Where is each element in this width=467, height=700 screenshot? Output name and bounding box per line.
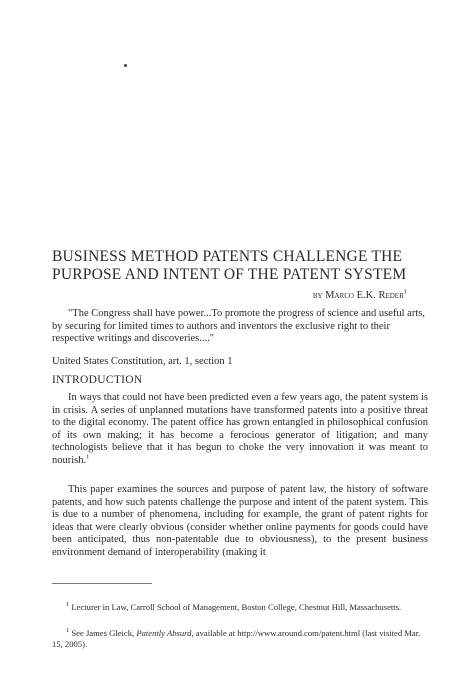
footnote-2-pre: See James Gleick,	[71, 628, 137, 638]
footnote-divider	[52, 583, 152, 584]
footnote-1-text: Lecturer in Law, Carroll School of Management, Boston College, Chestnut Hill, Massachusetts.	[71, 602, 402, 612]
paragraph-1-text: In ways that could not have been predicted even a few years ago, the patent system is in crisis. A series of unplanned mutations have transformed patents into a positive threat to the digital economy. The patent office has grown entangled in philosophical confusion of its own making; it has become a ferocious generator of litigation; and many technologists believe that it has begun to choke the very innovation it was meant to nourish.	[52, 392, 428, 466]
epigraph-quote: "The Congress shall have power...To promote the progress of science and useful arts, by securing for limited times to authors and inventors the exclusive right to their respective writings and discoveries...."	[52, 308, 425, 345]
body-paragraph-1	[52, 392, 428, 468]
footnote-1-marker: 1	[66, 601, 70, 609]
article-author	[313, 290, 407, 301]
footnote-2-italic-title: Patently Absurd	[136, 628, 192, 638]
footnote-1	[52, 602, 428, 613]
epigraph-attribution: United States Constitution, art. 1, section 1	[52, 356, 233, 367]
footnote-2-post: , available at http://www.around.com/patent.html (last visited Mar. 15, 2005).	[52, 628, 421, 649]
article-title: BUSINESS METHOD PATENTS CHALLENGE THE PURPOSE AND INTENT OF THE PATENT SYSTEM	[52, 248, 407, 283]
footnote-2	[52, 628, 428, 649]
body-paragraph-2: This paper examines the sources and purpose of patent law, the history of software patents, and how such patents challenge the purpose and intent of the patent system. This is due to a number of phenomena, including for example, the grant of patent rights for ideas that were clearly obvious (consider whether online payments for goods could have been anticipated, thus non-patentable due to obviousness), to the present business environment demand of interoperability (making it	[52, 484, 428, 558]
paragraph-1-footnote-marker: 1	[86, 453, 90, 461]
footnote-2-marker: 1	[66, 627, 70, 635]
scan-speck	[124, 64, 127, 67]
author-name: by Marco E.K. Reder	[312, 290, 404, 301]
author-footnote-marker: 1	[403, 288, 407, 296]
section-heading: INTRODUCTION	[52, 374, 143, 386]
